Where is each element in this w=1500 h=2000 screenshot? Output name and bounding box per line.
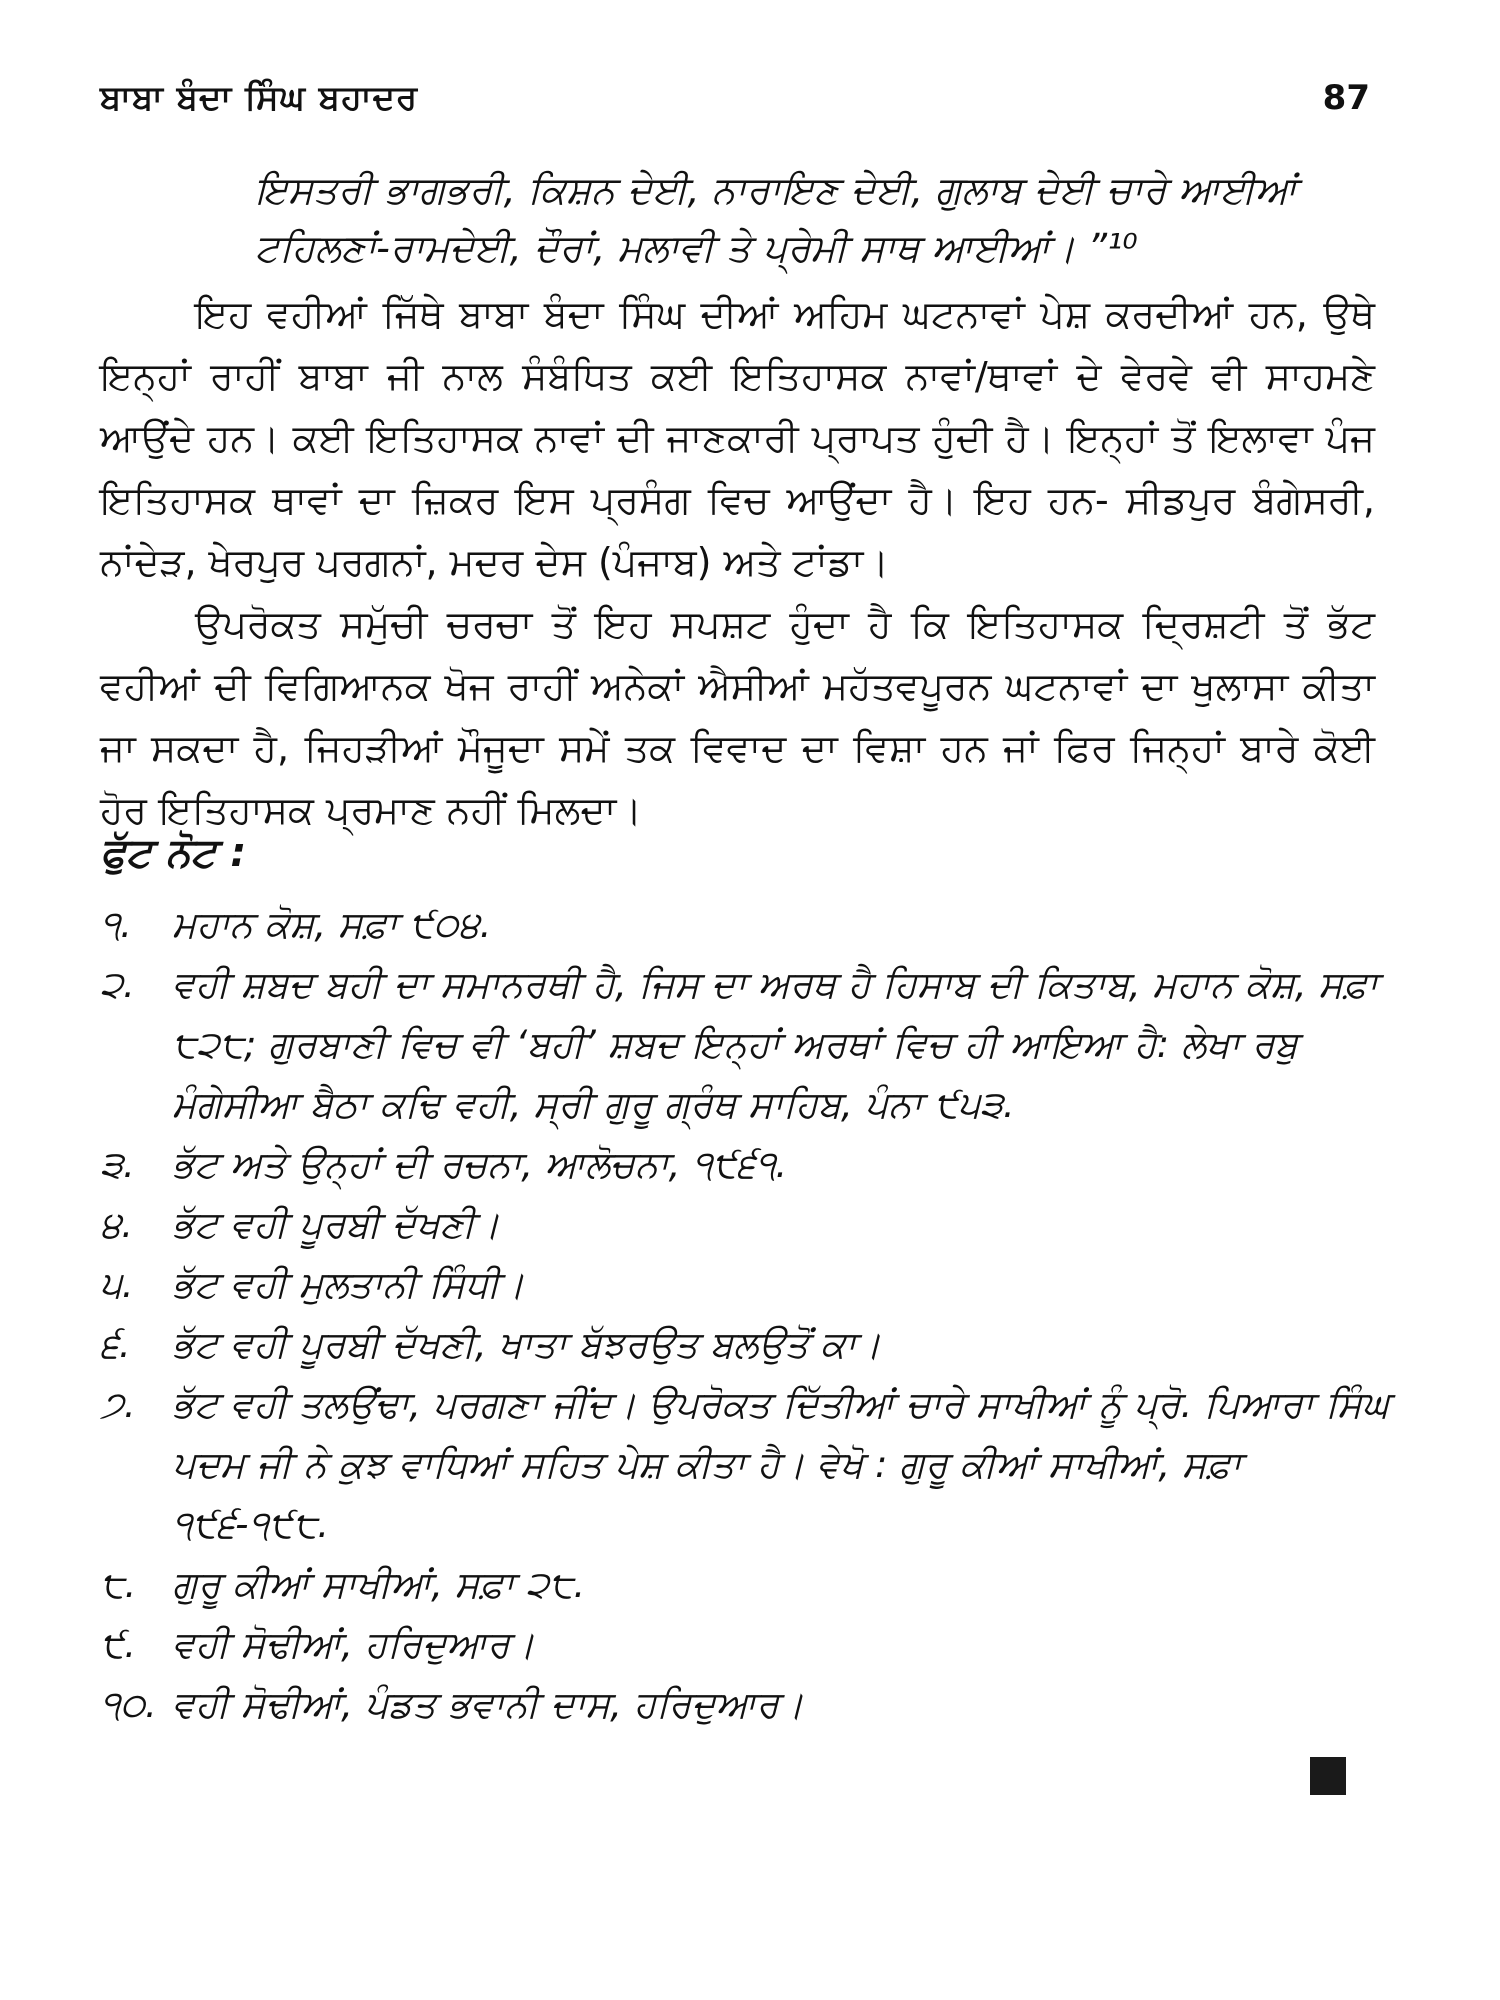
footnote-number: ੬. [100,1323,131,1366]
footnote-text: ਭੱਟ ਵਹੀ ਤਲਉਂਢਾ, ਪਰਗਣਾ ਜੀਂਦ। ਉਪਰੋਕਤ ਦਿੱਤੀਆਂ ਚਾਰੇ ਸਾਖੀਆਂ ਨੂੰ ਪ੍ਰੋ. ਪਿਆਰਾ ਸਿੰਘ ਪਦਮ ਜੀ ਨੇ ਕੁਝ ਵਾਧਿਆਂ ਸਹਿਤ ਪੇਸ਼ ਕੀਤਾ ਹੈ। ਵੇਖੋ : ਗੁਰੂ ਕੀਆਂ ਸਾਖੀਆਂ, ਸਫ਼ਾ ੧੯੬-੧੯੮. [172,1383,1390,1546]
footnote [100,1615,1390,1675]
footnotes-heading: ਫੁੱਟ ਨੋਟ : [100,830,247,876]
footnotes-list [100,895,1390,1735]
footnote-number: ੩. [100,1143,135,1186]
footnote-number: ੭. [100,1383,136,1426]
footnote [100,895,1390,955]
footnote [100,1255,1390,1315]
footnote-text: ਗੁਰੂ ਕੀਆਂ ਸਾਖੀਆਂ, ਸਫ਼ਾ ੨੮. [172,1563,586,1606]
footnote [100,955,1390,1135]
footnote-text: ਭੱਟ ਅਤੇ ਉਨ੍ਹਾਂ ਦੀ ਰਚਨਾ, ਆਲੋਚਨਾ, ੧੯੬੧. [172,1143,788,1186]
body-text [100,283,1375,841]
verse-line-1: ਇਸਤਰੀ ਭਾਗਭਰੀ, ਕਿਸ਼ਨ ਦੇਈ, ਨਾਰਾਇਣ ਦੇਈ, ਗੁਲਾਬ ਦੇਈ ਚਾਰੇ ਆਈਆਂ [255,168,1297,212]
footnote-text: ਭੱਟ ਵਹੀ ਪੂਰਬੀ ਦੱਖਣੀ, ਖਾਤਾ ਬੱਝਰਉਤ ਬਲਉਤੋਂ ਕਾ। [172,1323,882,1366]
footnote-number: ੯. [100,1623,136,1666]
footnote [100,1555,1390,1615]
footnote-number: ੫. [100,1263,134,1306]
running-title: ਬਾਬਾ ਬੰਦਾ ਸਿੰਘ ਬਹਾਦਰ [100,78,419,118]
paragraph-1: ਇਹ ਵਹੀਆਂ ਜਿੱਥੇ ਬਾਬਾ ਬੰਦਾ ਸਿੰਘ ਦੀਆਂ ਅਹਿਮ ਘਟਨਾਵਾਂ ਪੇਸ਼ ਕਰਦੀਆਂ ਹਨ, ਉਥੇ ਇਨ੍ਹਾਂ ਰਾਹੀਂ ਬਾਬਾ ਜੀ ਨਾਲ ਸੰਬੰਧਿਤ ਕਈ ਇਤਿਹਾਸਕ ਨਾਵਾਂ/ਥਾਵਾਂ ਦੇ ਵੇਰਵੇ ਵੀ ਸਾਹਮਣੇ ਆਉਂਦੇ ਹਨ। ਕਈ ਇਤਿਹਾਸਕ ਨਾਵਾਂ ਦੀ ਜਾਣਕਾਰੀ ਪ੍ਰਾਪਤ ਹੁੰਦੀ ਹੈ। ਇਨ੍ਹਾਂ ਤੋਂ ਇਲਾਵਾ ਪੰਜ ਇਤਿਹਾਸਕ ਥਾਵਾਂ ਦਾ ਜ਼ਿਕਰ ਇਸ ਪ੍ਰਸੰਗ ਵਿਚ ਆਉਂਦਾ ਹੈ। ਇਹ ਹਨ- ਸੀਡਪੁਰ ਬੰਗੇਸਰੀ, ਨਾਂਦੇੜ, ਖੇਰਪੁਰ ਪਰਗਨਾਂ, ਮਦਰ ਦੇਸ (ਪੰਜਾਬ) ਅਤੇ ਟਾਂਡਾ। [100,292,1375,584]
footnote [100,1315,1390,1375]
footnote-text: ਵਹੀ ਸੋਢੀਆਂ, ਪੰਡਤ ਭਵਾਨੀ ਦਾਸ, ਹਰਿਦੁਆਰ। [172,1683,804,1726]
paragraph-2: ਉਪਰੋਕਤ ਸਮੁੱਚੀ ਚਰਚਾ ਤੋਂ ਇਹ ਸਪਸ਼ਟ ਹੁੰਦਾ ਹੈ ਕਿ ਇਤਿਹਾਸਕ ਦ੍ਰਿਸ਼ਟੀ ਤੋਂ ਭੱਟ ਵਹੀਆਂ ਦੀ ਵਿਗਿਆਨਕ ਖੋਜ ਰਾਹੀਂ ਅਨੇਕਾਂ ਐਸੀਆਂ ਮਹੱਤਵਪੂਰਨ ਘਟਨਾਵਾਂ ਦਾ ਖੁਲਾਸਾ ਕੀਤਾ ਜਾ ਸਕਦਾ ਹੈ, ਜਿਹੜੀਆਂ ਮੌਜੂਦਾ ਸਮੇਂ ਤਕ ਵਿਵਾਦ ਦਾ ਵਿਸ਼ਾ ਹਨ ਜਾਂ ਫਿਰ ਜਿਨ੍ਹਾਂ ਬਾਰੇ ਕੋਈ ਹੋਰ ਇਤਿਹਾਸਕ ਪ੍ਰਮਾਣ ਨਹੀਂ ਮਿਲਦਾ। [100,602,1375,832]
footnote-text: ਮਹਾਨ ਕੋਸ਼, ਸਫ਼ਾ ੯੦੪. [172,903,492,946]
footnote-text: ਭੱਟ ਵਹੀ ਮੁਲਤਾਨੀ ਸਿੰਧੀ। [172,1263,525,1306]
footnote-number: ੪. [100,1203,134,1246]
footnote [100,1135,1390,1195]
footnote [100,1195,1390,1255]
verse-line-2: ਟਹਿਲਣਾਂ-ਰਾਮਦੇਈ, ਦੌਰਾਂ, ਮਲਾਵੀ ਤੇ ਪ੍ਰੇਮੀ ਸਾਥ ਆਈਆਂ। ”¹⁰ [255,226,1138,270]
footnote-text: ਵਹੀ ਸ਼ਬਦ ਬਹੀ ਦਾ ਸਮਾਨਰਥੀ ਹੈ, ਜਿਸ ਦਾ ਅਰਥ ਹੈ ਹਿਸਾਬ ਦੀ ਕਿਤਾਬ, ਮਹਾਨ ਕੋਸ਼, ਸਫ਼ਾ ੮੨੮; ਗੁਰਬਾਣੀ ਵਿਚ ਵੀ ‘ਬਹੀ’ ਸ਼ਬਦ ਇਨ੍ਹਾਂ ਅਰਥਾਂ ਵਿਚ ਹੀ ਆਇਆ ਹੈ: ਲੇਖਾ ਰਬੁ ਮੰਗੇਸੀਆ ਬੈਠਾ ਕਢਿ ਵਹੀ, ਸ੍ਰੀ ਗੁਰੂ ਗ੍ਰੰਥ ਸਾਹਿਬ, ਪੰਨਾ ੯੫੩. [172,963,1378,1126]
footnote [100,1375,1390,1555]
footnote-text: ਭੱਟ ਵਹੀ ਪੂਰਬੀ ਦੱਖਣੀ। [172,1203,500,1246]
footnote-number: ੮. [100,1563,137,1606]
footnote-number: ੧੦. [100,1683,157,1726]
footnote-number: ੧. [100,903,132,946]
end-mark [1310,1757,1346,1795]
page-number: 87 [1322,78,1370,118]
footnote-number: ੨. [100,963,135,1006]
footnote-text: ਵਹੀ ਸੋਢੀਆਂ, ਹਰਿਦੁਆਰ। [172,1623,535,1666]
footnote [100,1675,1390,1735]
